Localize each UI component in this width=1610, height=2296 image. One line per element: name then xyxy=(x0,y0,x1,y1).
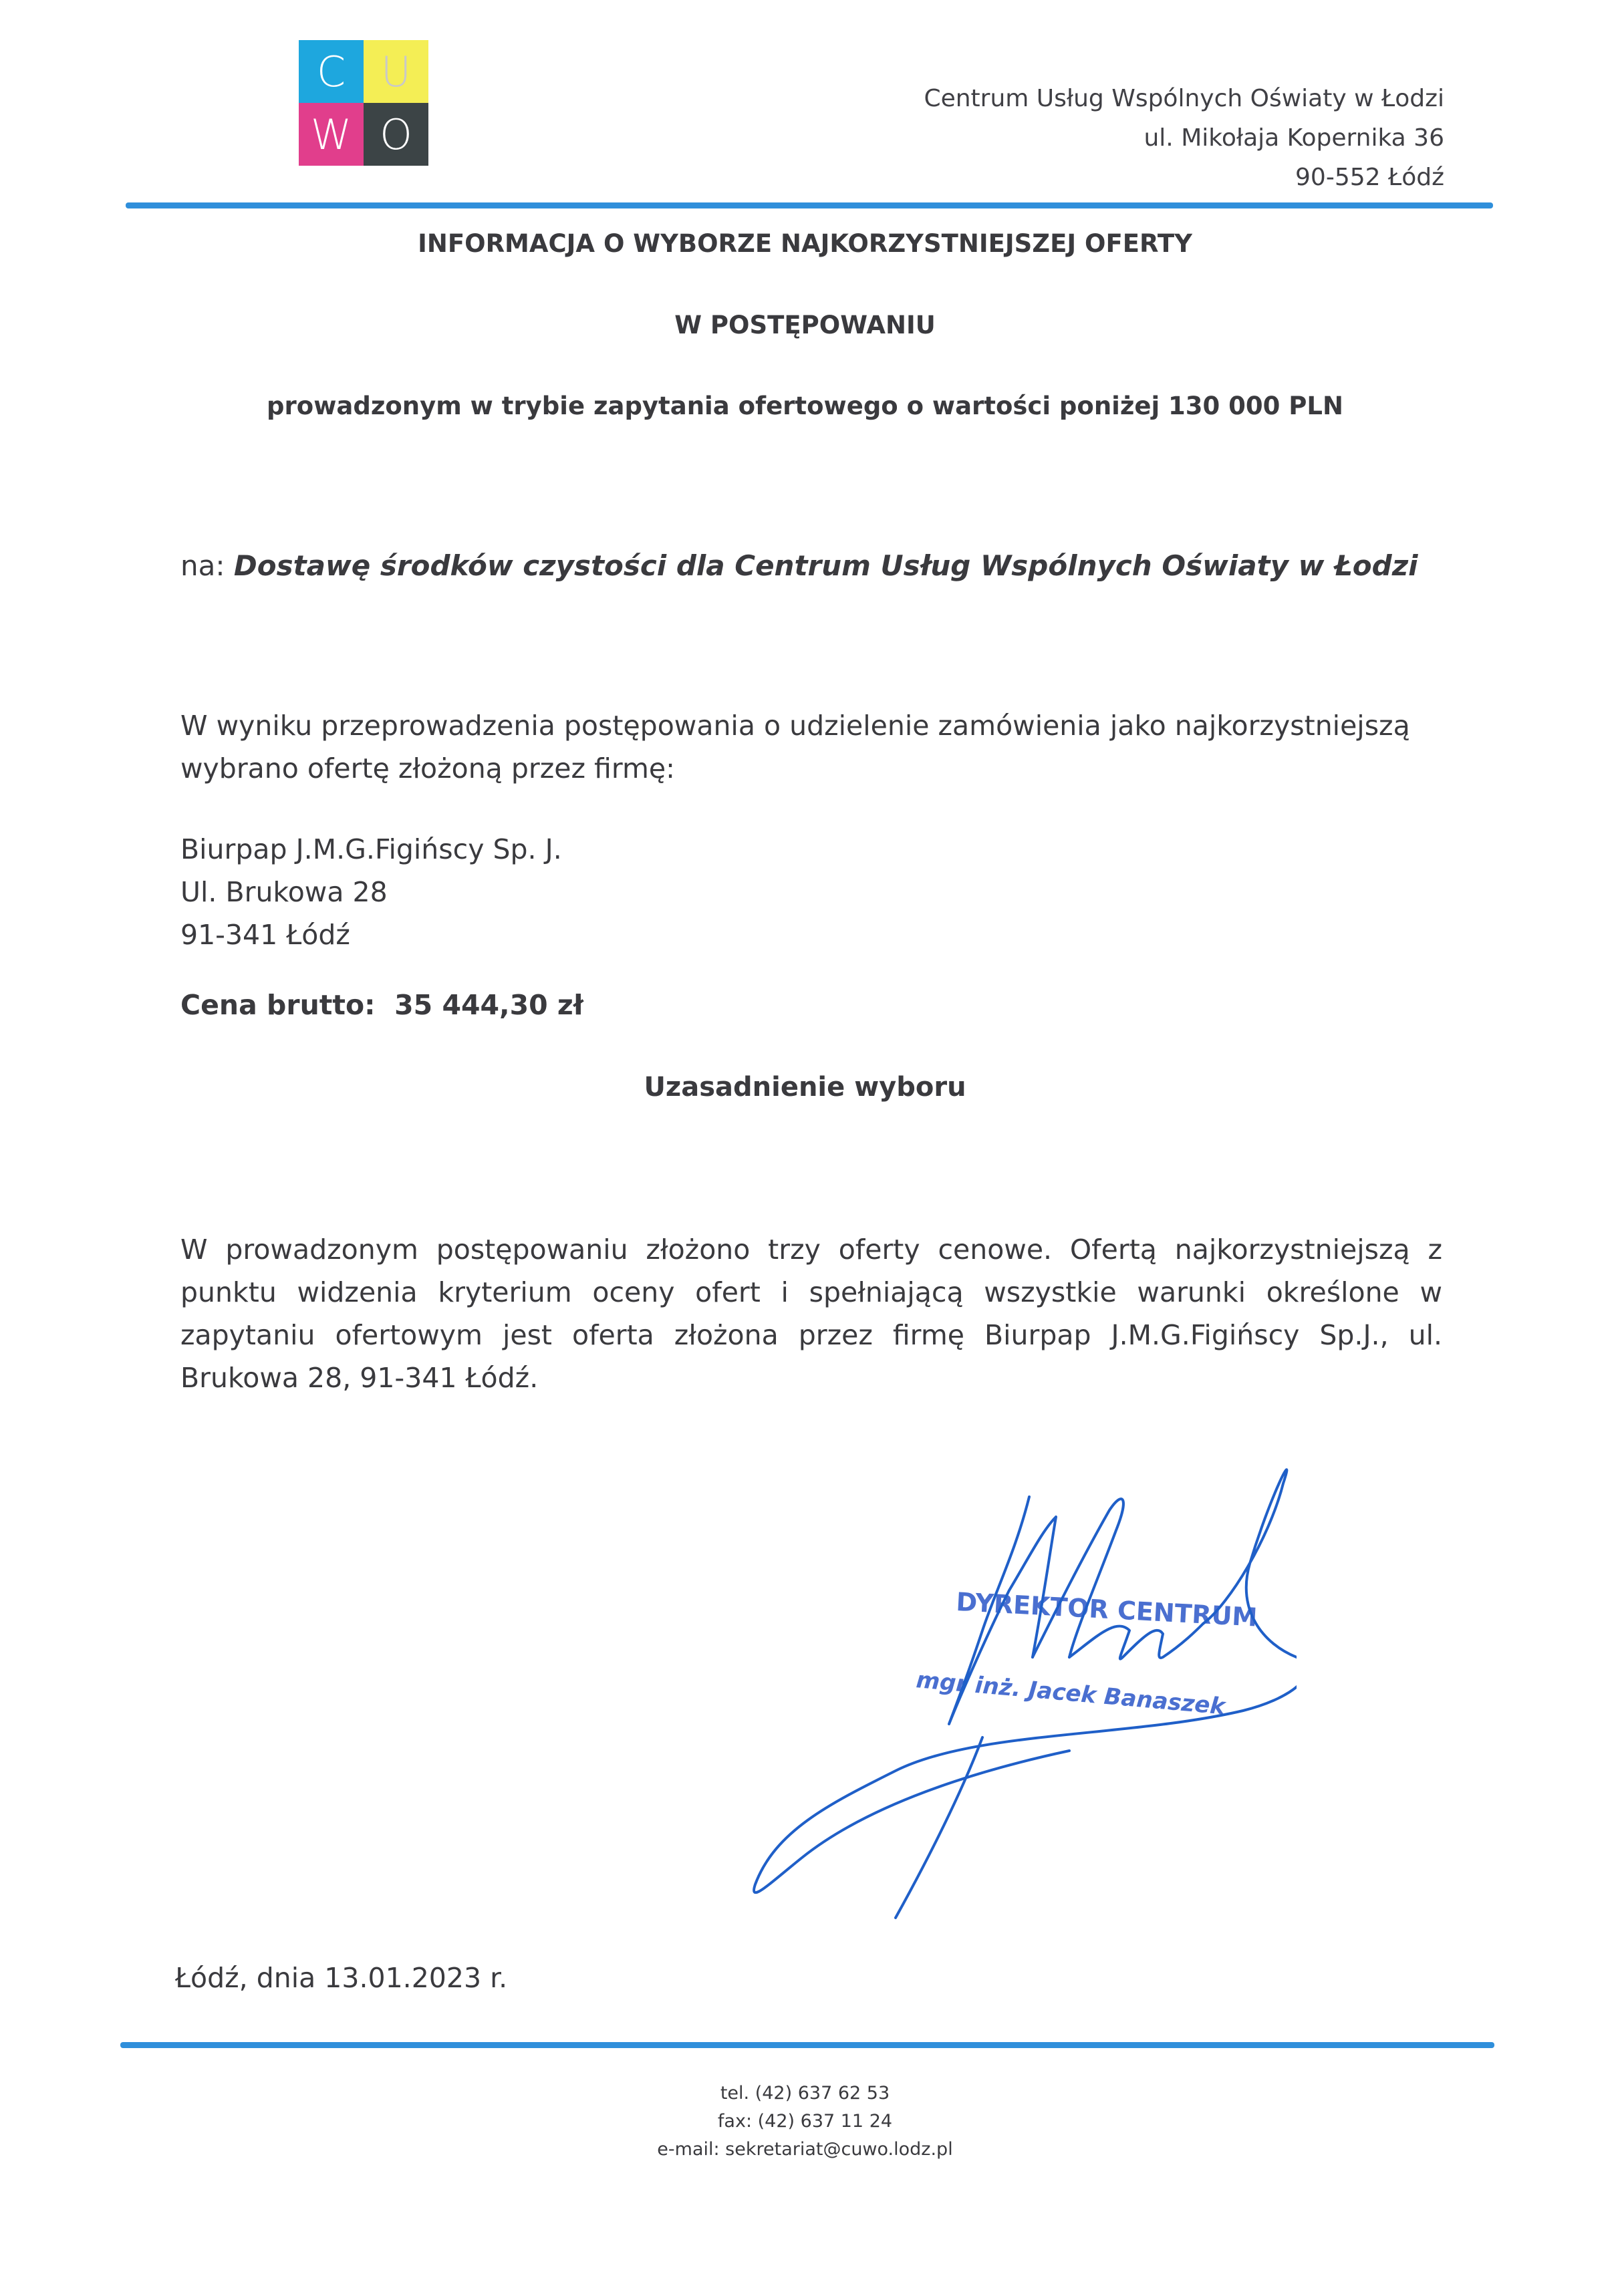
footer-divider xyxy=(120,2042,1494,2048)
logo-square-o: O xyxy=(364,103,428,166)
logo-square-w: W xyxy=(299,103,364,166)
footer-contact xyxy=(0,2079,1610,2164)
stamp-title: DYREKTOR CENTRUM xyxy=(955,1587,1258,1632)
price-value: 35 444,30 zł xyxy=(394,989,584,1021)
header-divider xyxy=(126,202,1493,208)
logo-square-u: U xyxy=(364,40,428,103)
firm-address xyxy=(180,828,562,956)
header-address xyxy=(843,79,1444,197)
org-street: ul. Mikołaja Kopernika 36 xyxy=(1144,124,1444,152)
document-date: Łódź, dnia 13.01.2023 r. xyxy=(175,1962,508,1994)
stamp-name: mgr inż. Jacek Banaszek xyxy=(915,1667,1226,1721)
logo-square-c: C xyxy=(299,40,364,103)
footer-email: e-mail: sekretariat@cuwo.lodz.pl xyxy=(657,2139,953,2160)
footer-fax: fax: (42) 637 11 24 xyxy=(717,2111,893,2132)
gross-price xyxy=(180,989,583,1021)
procedure-mode: prowadzonym w trybie zapytania ofertowego o wartości poniżej 130 000 PLN xyxy=(267,392,1343,420)
firm-name: Biurpap J.M.G.Figińscy Sp. J. xyxy=(180,833,562,865)
org-name: Centrum Usług Wspólnych Oświaty w Łodzi xyxy=(924,85,1444,112)
footer-tel: tel. (42) 637 62 53 xyxy=(720,2083,890,2104)
justification-heading: Uzasadnienie wyboru xyxy=(644,1072,966,1103)
result-paragraph: W wyniku przeprowadzenia postępowania o udzielenie zamówienia jako najkorzystniejszą wybrano ofertę złożoną przez firmę: xyxy=(180,710,1410,784)
director-signature-stamp xyxy=(695,1457,1297,1951)
justification-paragraph: W prowadzonym postępowaniu złożono trzy oferty cenowe. Ofertą najkorzystniejszą z punktu widzenia kryterium oceny ofert i spełniającą wszystkie warunki określone w zapytaniu ofertowym jest oferta złożona przez firmę Biurpap J.M.G.Figińscy Sp.J., ul. Brukowa 28, 91-341 Łódź. xyxy=(180,1234,1442,1394)
firm-street: Ul. Brukowa 28 xyxy=(180,876,388,908)
subject-text: Dostawę środków czystości dla Centrum Usług Wspólnych Oświaty w Łodzi xyxy=(233,549,1418,582)
document-subtitle: W POSTĘPOWANIU xyxy=(674,311,936,339)
org-city: 90-552 Łódź xyxy=(1295,164,1444,191)
firm-city: 91-341 Łódź xyxy=(180,919,350,951)
cuwo-logo xyxy=(299,40,428,166)
subject-prefix: na: xyxy=(180,549,225,582)
document-title: INFORMACJA O WYBORZE NAJKORZYSTNIEJSZEJ OFERTY xyxy=(418,229,1192,258)
subject-line xyxy=(180,549,1418,582)
price-label: Cena brutto: xyxy=(180,989,376,1021)
